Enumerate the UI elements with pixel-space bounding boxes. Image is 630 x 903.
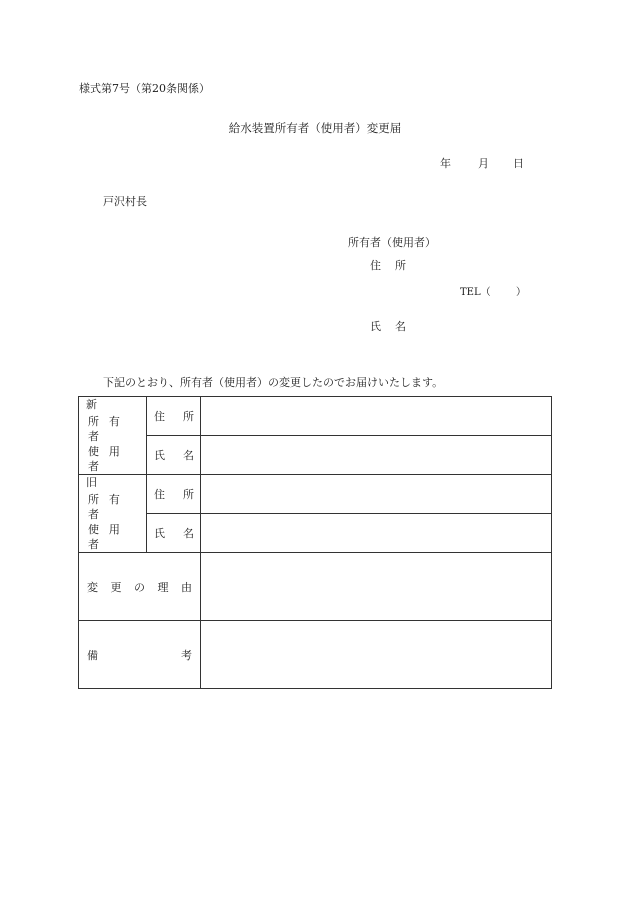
- form-title: 給水装置所有者（使用者）変更届: [228, 121, 402, 135]
- applicant-name-label-2: 名: [395, 320, 406, 333]
- old-address-label: 住 所: [147, 475, 201, 514]
- new-address-label: 住 所: [147, 397, 201, 436]
- remarks-label: 備 考: [79, 621, 201, 689]
- date-day-label: 日: [513, 157, 524, 170]
- intro-text: 下記のとおり、所有者（使用者）の変更したのでお届けいたします。: [103, 376, 444, 389]
- date-year-label: 年: [440, 157, 451, 170]
- applicant-tel-label: TEL（: [460, 287, 491, 298]
- applicant-name-label-1: 氏: [370, 320, 381, 333]
- change-reason-field[interactable]: [201, 553, 552, 621]
- applicant-role-label: 所有者（使用者）: [348, 236, 436, 249]
- new-name-label: 氏 名: [147, 436, 201, 475]
- date-month-label: 月: [478, 157, 489, 170]
- old-name-label: 氏 名: [147, 514, 201, 553]
- applicant-tel-close: ）: [516, 287, 526, 298]
- old-owner-group-label: 旧 所有者 使用者: [79, 475, 147, 553]
- addressee: 戸沢村長: [103, 195, 147, 208]
- form-number: 様式第7号（第20条関係）: [79, 82, 210, 95]
- remarks-field[interactable]: [201, 621, 552, 689]
- applicant-address-label-1: 住: [370, 259, 381, 272]
- change-reason-label: 変 更 の 理 由: [79, 553, 201, 621]
- new-owner-group-label: 新 所有者 使用者: [79, 397, 147, 475]
- change-form-table: [78, 396, 552, 689]
- new-address-field[interactable]: [201, 397, 552, 436]
- old-name-field[interactable]: [201, 514, 552, 553]
- applicant-address-label-2: 所: [395, 259, 406, 272]
- new-name-field[interactable]: [201, 436, 552, 475]
- old-address-field[interactable]: [201, 475, 552, 514]
